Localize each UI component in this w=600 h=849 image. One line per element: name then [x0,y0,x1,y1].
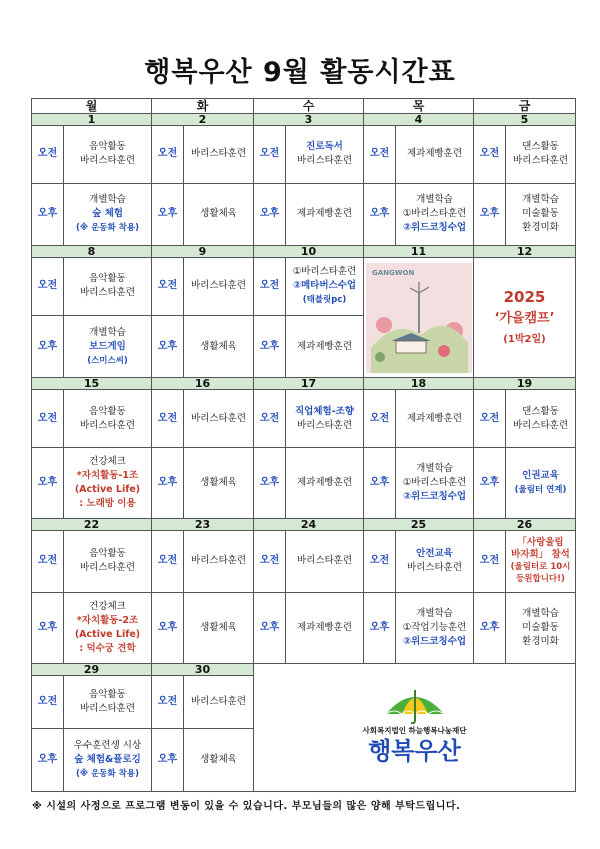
org-name: 행복우산 [368,737,461,766]
pm-label: 오후 [152,315,184,378]
activity-line: 미술활동 [522,208,559,220]
activity-line: 개별학습 [416,607,453,619]
activity-line: 개별학습 [522,194,559,206]
am-label: 오전 [152,258,184,316]
page-title: 행복우산 9월 활동시간표 [144,57,456,88]
activity-cell [184,675,254,728]
activity-cell [396,183,474,246]
am-row [32,258,576,316]
date-cell: 4 [364,114,474,126]
activity-cell [184,183,254,246]
activity-line: 바리스타훈련 [79,155,136,167]
date-cell: 16 [152,378,254,390]
activity-line: 제과제빵훈련 [296,476,353,488]
date-cell: 29 [32,663,152,675]
pm-label: 오후 [32,315,64,378]
header-thu: 목 [364,99,474,114]
pm-label: 오후 [32,593,64,664]
am-label: 오전 [254,126,286,184]
activity-line: 보드게임 [89,340,126,352]
activity-cell [396,126,474,184]
activity-line: 건강체크 [89,455,126,467]
activity-line: 생활체육 [200,621,237,633]
date-cell: 15 [32,378,152,390]
am-label: 오전 [254,530,286,593]
activity-line: 개별학습 [89,326,126,338]
activity-cell [286,530,364,593]
date-row [32,518,576,530]
header-fri: 금 [474,99,576,114]
activity-line: 생활체육 [200,754,237,766]
activity-line: 바리스타훈련 [190,555,247,567]
activity-cell [286,315,364,378]
date-row [32,378,576,390]
activity-line: 바리스타훈련 [512,419,569,431]
activity-line: 등원합니다!) [516,574,565,585]
date-cell: 22 [32,518,152,530]
activity-line: 바리스타훈련 [79,562,136,574]
date-row [32,663,576,675]
activity-line: 생활체육 [200,476,237,488]
camp-announcement-cell [474,258,576,378]
activity-cell [286,126,364,184]
activity-cell [64,315,152,378]
org-subtitle: 사회복지법인 하늘행복나눔재단 [362,726,467,736]
activity-line: 숲 체험&플로깅 [74,754,141,766]
activity-cell [286,258,364,316]
activity-line: ②메타버스수업 [292,280,357,292]
pm-label: 오후 [152,593,184,664]
activity-line: 바리스타훈련 [79,287,136,299]
activity-line: (Active Life) [74,628,141,640]
am-label: 오전 [254,258,286,316]
date-cell: 18 [364,378,474,390]
pm-label: 오후 [254,315,286,378]
am-label: 오전 [364,530,396,593]
pm-label: 오후 [364,447,396,518]
activity-line: 안전교육 [416,548,453,560]
date-cell: 2 [152,114,254,126]
activity-line: (울림터로 10시 [510,562,571,573]
activity-line: ②위드코칭수업 [402,490,467,502]
date-row [32,246,576,258]
activity-line: ②위드코칭수업 [402,222,467,234]
activity-line: 제과제빵훈련 [406,412,463,424]
activity-line: 바리스타훈련 [190,696,247,708]
activity-cell [64,390,152,448]
pm-label: 오후 [32,447,64,518]
activity-line: 바리스타훈련 [79,419,136,431]
date-cell: 17 [254,378,364,390]
pm-row [32,183,576,246]
date-row [32,114,576,126]
activity-line: : 덕수궁 견학 [79,642,136,654]
activity-line: 바리스타훈련 [190,148,247,160]
activity-line: 직업체험-조향 [294,405,354,417]
activity-line: 제과제빵훈련 [406,148,463,160]
activity-line: 제과제빵훈련 [296,621,353,633]
activity-cell [396,390,474,448]
am-label: 오전 [32,258,64,316]
activity-cell [64,183,152,246]
activity-line: 환경미화 [522,635,559,647]
date-cell: 9 [152,246,254,258]
date-cell: 10 [254,246,364,258]
am-label: 오전 [152,126,184,184]
activity-line: *자치활동-1조 [76,469,139,481]
activity-line: 음악활동 [89,548,126,560]
activity-cell [184,593,254,664]
date-cell: 12 [474,246,576,258]
activity-cell [286,390,364,448]
gangwon-poster-image [366,263,472,373]
activity-cell [506,183,576,246]
am-row [32,390,576,448]
header-mon: 월 [32,99,152,114]
am-label: 오전 [364,126,396,184]
header-wed: 수 [254,99,364,114]
weekday-header-row [32,99,576,114]
pm-label: 오후 [254,183,286,246]
activity-line: ②위드코칭수업 [402,635,467,647]
activity-cell [286,593,364,664]
am-label: 오전 [152,675,184,728]
activity-line: 생활체육 [200,208,237,220]
pm-label: 오후 [364,183,396,246]
activity-cell [396,593,474,664]
date-cell: 1 [32,114,152,126]
date-cell: 25 [364,518,474,530]
pm-label: 오후 [152,729,184,792]
activity-line: 숲 체험 [92,208,123,220]
activity-cell [64,530,152,593]
date-cell: 23 [152,518,254,530]
activity-cell [506,530,576,593]
am-row [32,530,576,593]
activity-line: 생활체육 [200,340,237,352]
activity-line: 바리스타훈련 [512,155,569,167]
date-cell: 5 [474,114,576,126]
camp-duration: (1박2일) [503,333,546,345]
camp-name: ‘가을캠프’ [494,310,555,326]
activity-line: 개별학습 [89,194,126,206]
activity-line: (울림터 연계) [514,484,567,495]
activity-cell [506,126,576,184]
pm-label: 오후 [474,183,506,246]
activity-cell [64,258,152,316]
activity-line: 제과제빵훈련 [296,340,353,352]
activity-line: ①바리스타훈련 [402,208,467,220]
pm-label: 오후 [254,447,286,518]
activity-line: 댄스활동 [522,405,559,417]
am-label: 오전 [474,390,506,448]
activity-cell [64,675,152,728]
activity-line: 바자회」 참석 [511,549,570,561]
activity-line: 음악활동 [89,273,126,285]
activity-line: ①바리스타훈련 [292,266,357,278]
logo-cell [254,663,576,791]
poster-title-text: GANGWON [371,268,414,277]
pm-label: 오후 [152,447,184,518]
am-label: 오전 [32,390,64,448]
activity-line: : 노래방 이용 [79,497,136,509]
activity-cell [184,530,254,593]
activity-line: 바리스타훈련 [296,419,353,431]
pm-label: 오후 [32,183,64,246]
activity-cell [184,447,254,518]
activity-line: 음악활동 [89,141,126,153]
activity-line: 「사랑울림 [517,537,564,549]
activity-line: 바리스타훈련 [406,562,463,574]
activity-cell [396,530,474,593]
activity-line: 바리스타훈련 [190,280,247,292]
umbrella-logo-icon [384,688,446,724]
activity-cell [506,390,576,448]
date-cell: 24 [254,518,364,530]
activity-line: *자치활동-2조 [76,614,139,626]
activity-line: 개별학습 [522,607,559,619]
date-cell: 19 [474,378,576,390]
activity-line: 미술활동 [522,621,559,633]
am-label: 오전 [474,530,506,593]
activity-cell [64,126,152,184]
schedule-table [31,98,576,792]
am-label: 오전 [152,530,184,593]
activity-line: 댄스활동 [522,141,559,153]
activity-cell [64,593,152,664]
activity-line: 인권교육 [522,469,559,481]
activity-line: 환경미화 [522,222,559,234]
date-cell: 26 [474,518,576,530]
activity-cell [184,126,254,184]
am-label: 오전 [474,126,506,184]
activity-line: (※ 운동화 착용) [75,223,139,234]
activity-line: ①바리스타훈련 [402,476,467,488]
activity-line: 바리스타훈련 [296,155,353,167]
am-label: 오전 [32,675,64,728]
pm-row [32,593,576,664]
activity-cell [184,258,254,316]
pm-label: 오후 [152,183,184,246]
activity-line: (태블릿pc) [302,295,347,306]
am-label: 오전 [364,390,396,448]
activity-cell [286,447,364,518]
date-cell: 30 [152,663,254,675]
date-cell: 8 [32,246,152,258]
activity-line: ①작업기능훈련 [402,621,467,633]
am-row [32,126,576,184]
camp-year: 2025 [503,287,546,306]
activity-line: 개별학습 [416,462,453,474]
activity-line: (※ 운동화 착용) [75,769,139,780]
am-label: 오전 [32,530,64,593]
activity-line: 우수훈련생 시상 [73,740,142,752]
am-label: 오전 [152,390,184,448]
activity-cell [286,183,364,246]
activity-line: 바리스타훈련 [296,555,353,567]
date-cell: 3 [254,114,364,126]
activity-line: 바리스타훈련 [190,412,247,424]
activity-line: 음악활동 [89,405,126,417]
am-label: 오전 [254,390,286,448]
activity-cell [506,447,576,518]
pm-label: 오후 [474,593,506,664]
activity-line: 바리스타훈련 [79,703,136,715]
activity-line: (스미스씨) [87,355,128,366]
activity-line: 음악활동 [89,689,126,701]
activity-line: 제과제빵훈련 [296,208,353,220]
pm-label: 오후 [32,729,64,792]
pm-row [32,447,576,518]
pm-label: 오후 [254,593,286,664]
activity-cell [64,447,152,518]
date-cell: 11 [364,246,474,258]
activity-cell [184,315,254,378]
activity-line: (Active Life) [74,483,141,495]
activity-line: 진로독서 [306,141,343,153]
activity-cell [64,729,152,792]
activity-cell [506,593,576,664]
am-label: 오전 [32,126,64,184]
activity-cell [184,729,254,792]
activity-line: 건강체크 [89,600,126,612]
footnote: ※ 시설의 사정으로 프로그램 변동이 있을 수 있습니다. 부모님들의 많은 양해 부탁드립니다. [32,801,461,812]
activity-cell [396,447,474,518]
pm-label: 오후 [364,593,396,664]
camp-image-cell [364,258,474,378]
activity-cell [184,390,254,448]
pm-label: 오후 [474,447,506,518]
header-tue: 화 [152,99,254,114]
activity-line: 개별학습 [416,194,453,206]
